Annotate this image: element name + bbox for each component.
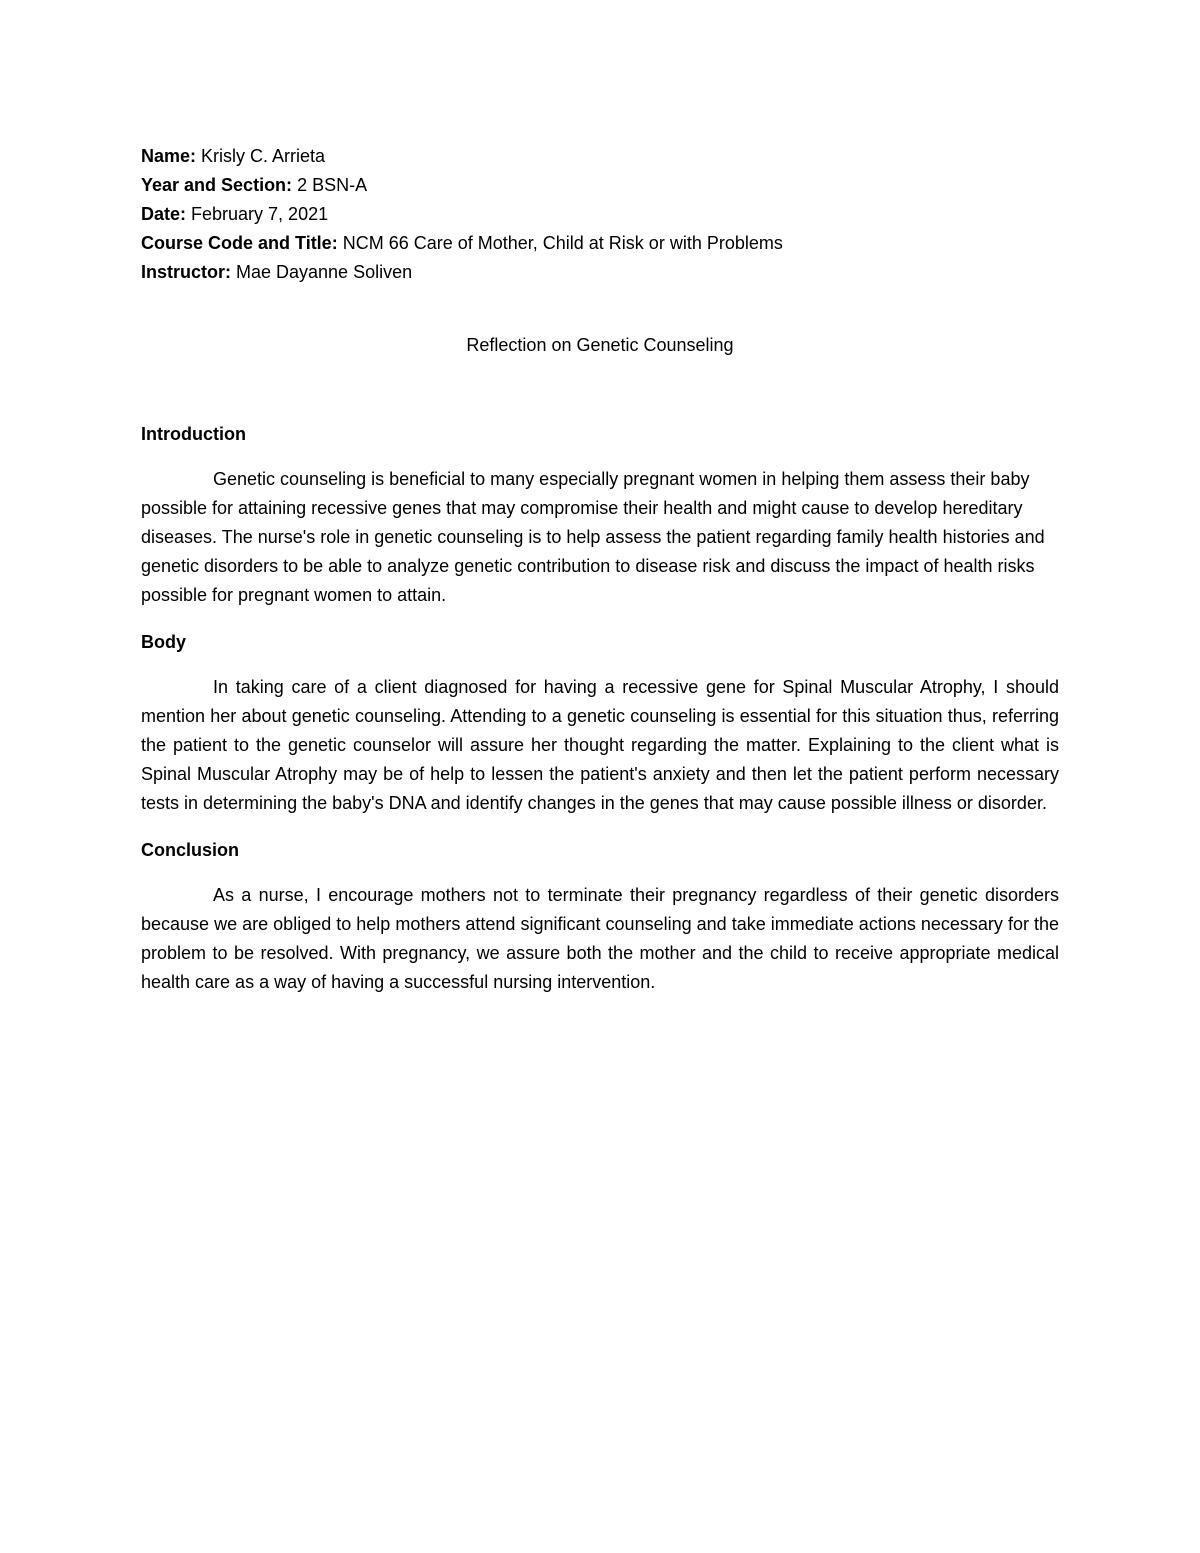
introduction-paragraph: Genetic counseling is beneficial to many especially pregnant women in helping them assess their baby possible for attaining recessive genes that may compromise their health and might cause to develop hereditary diseases. The nurse's role in genetic counseling is to help assess the patient regarding family health histories and genetic disorders to be able to analyze genetic contribution to disease risk and discuss the impact of health risks possible for pregnant women to attain. [141,469,1045,605]
instructor-label: Instructor: [141,262,231,282]
course-label: Course Code and Title: [141,233,338,253]
conclusion-heading: Conclusion [141,840,239,860]
course-value: NCM 66 Care of Mother, Child at Risk or with Problems [337,233,783,253]
body-paragraph: In taking care of a client diagnosed for having a recessive gene for Spinal Muscular Atrophy, I should mention her about genetic counseling. Attending to a genetic counseling is essential for this situation thus, referring the patient to the genetic counselor will assure her thought regarding the matter. Explaining to the client what is Spinal Muscular Atrophy may be of help to lessen the patient's anxiety and then let the patient perform necessary tests in determining the baby's DNA and identify changes in the genes that may cause possible illness or disorder. [141,677,1059,813]
body-heading: Body [141,632,186,652]
date-label: Date: [141,204,187,224]
document-title: Reflection on Genetic Counseling [466,335,734,355]
instructor-value: Mae Dayanne Soliven [231,262,413,282]
date-value: February 7, 2021 [186,204,329,224]
year-section-line [141,171,1059,200]
name-label: Name: [141,146,197,166]
document-page [141,142,1059,1015]
instructor-line [141,258,1059,287]
date-line [141,200,1059,229]
year-section-value: 2 BSN-A [292,175,368,195]
year-section-label: Year and Section: [141,175,293,195]
name-value: Krisly C. Arrieta [196,146,326,166]
introduction-heading: Introduction [141,424,246,444]
course-line [141,229,1059,258]
conclusion-paragraph: As a nurse, I encourage mothers not to terminate their pregnancy regardless of their genetic disorders because we are obliged to help mothers attend significant counseling and take immediate actions necessary for the problem to be resolved. With pregnancy, we assure both the mother and the child to receive appropriate medical health care as a way of having a successful nursing intervention. [141,885,1059,992]
student-name-line [141,142,1059,171]
